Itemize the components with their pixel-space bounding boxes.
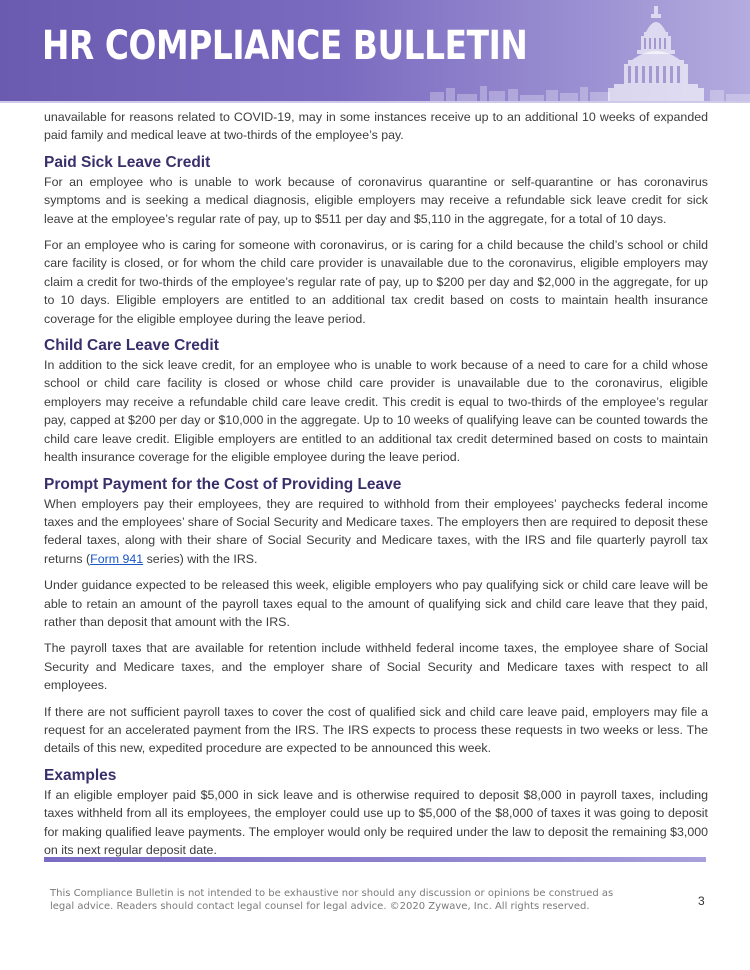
- footer-divider: [44, 857, 706, 862]
- heading-child-care-leave-credit: Child Care Leave Credit: [44, 337, 219, 355]
- disclaimer-line: legal advice. Readers should contact legal counsel for legal advice. ©2020 Zywave, Inc. All rights reserved.: [50, 901, 590, 912]
- paragraph: For an employee who is unable to work because of coronavirus quarantine or self-quarantine or has coronavirus symptoms and is seeking a medical diagnosis, eligible employers may receive a refundable sick leave credit for sick leave at the employee’s regular rate of pay, up to $511 per day and $5,110 in the aggregate, for a total of 10 days.: [44, 174, 708, 226]
- page-number: 3: [698, 894, 705, 908]
- paragraph: If there are not sufficient payroll taxes to cover the cost of qualified sick and child care leave paid, employers may file a request for an accelerated payment from the IRS. The IRS expects to process these requests in two weeks or less. The details of this new, expedited procedure are expected to be announced this week.: [44, 704, 708, 756]
- paragraph: The payroll taxes that are available for retention include withheld federal income taxes, the employee share of Social Security and Medicare taxes, and the employer share of Social Security and Medicare taxes with respect to all employees.: [44, 641, 708, 693]
- paragraph-text: series) with the IRS.: [143, 551, 258, 566]
- banner-divider: [0, 101, 750, 103]
- heading-prompt-payment: Prompt Payment for the Cost of Providing Leave: [44, 475, 402, 493]
- footer-disclaimer: [50, 887, 650, 913]
- paragraph: In addition to the sick leave credit, for an employee who is unable to work because of a need to care for a child whose school or child care facility is closed or whose child care provider is unavailable due to the coronavirus, eligible employers may receive a refundable child care leave credit. This credit is equal to two-thirds of the employee’s regular pay, capped at $200 per day or $10,000 in the aggregate. Up to 10 weeks of qualifying leave can be counted towards the child care leave credit. Eligible employers are entitled to an additional tax credit determined based on costs to maintain health insurance coverage for the eligible employee during the leave period.: [44, 358, 708, 465]
- article-body: [44, 108, 708, 867]
- bulletin-title: HR COMPLIANCE BULLETIN: [42, 23, 528, 69]
- capitol-building-icon: [608, 4, 704, 103]
- heading-examples: Examples: [44, 766, 117, 784]
- intro-paragraph: unavailable for reasons related to COVID-19, may in some instances receive up to an additional 10 weeks of expanded paid family and medical leave at two-thirds of the employee’s pay.: [44, 110, 708, 143]
- paragraph: Under guidance expected to be released this week, eligible employers who pay qualifying sick or child care leave will be able to retain an amount of the payroll taxes equal to the amount of qualifying sick and child care leave that they paid, rather than deposit that amount with the IRS.: [44, 578, 708, 629]
- header-banner: [0, 0, 750, 103]
- disclaimer-line: This Compliance Bulletin is not intended to be exhaustive nor should any discussion or opinions be construed as: [50, 888, 614, 899]
- paragraph: For an employee who is caring for someone with coronavirus, or is caring for a child because the child’s school or child care facility is closed, or for whom the child care provider is unavailable due to the coronavirus, eligible employers may claim a credit for two-thirds of the employee’s regular rate of pay, up to $200 per day and $2,000 in the aggregate, for up to 10 days. Eligible employers are entitled to an additional tax credit based on costs to maintain health insurance coverage for the eligible employee during the leave period.: [44, 238, 708, 326]
- paragraph-text: When employers pay their employees, they are required to withhold from their employees’ paychecks federal income taxes and the employees’ share of Social Security and Medicare taxes. The employers then are required to deposit these federal taxes, along with their share of Social Security and Medicare taxes, with the IRS and file quarterly payroll tax returns (: [44, 496, 708, 566]
- heading-paid-sick-leave-credit: Paid Sick Leave Credit: [44, 153, 211, 171]
- paragraph: If an eligible employer paid $5,000 in sick leave and is otherwise required to deposit $8,000 in payroll taxes, including taxes withheld from all its employees, the employer could use up to $5,000 of the $8,000 of taxes it was going to deposit for making qualified leave payments. The employer would only be required under the law to deposit the remaining $3,000 on its next regular deposit date.: [44, 787, 708, 857]
- form-941-link[interactable]: Form 941: [90, 551, 144, 566]
- paragraph-with-link: [44, 495, 708, 569]
